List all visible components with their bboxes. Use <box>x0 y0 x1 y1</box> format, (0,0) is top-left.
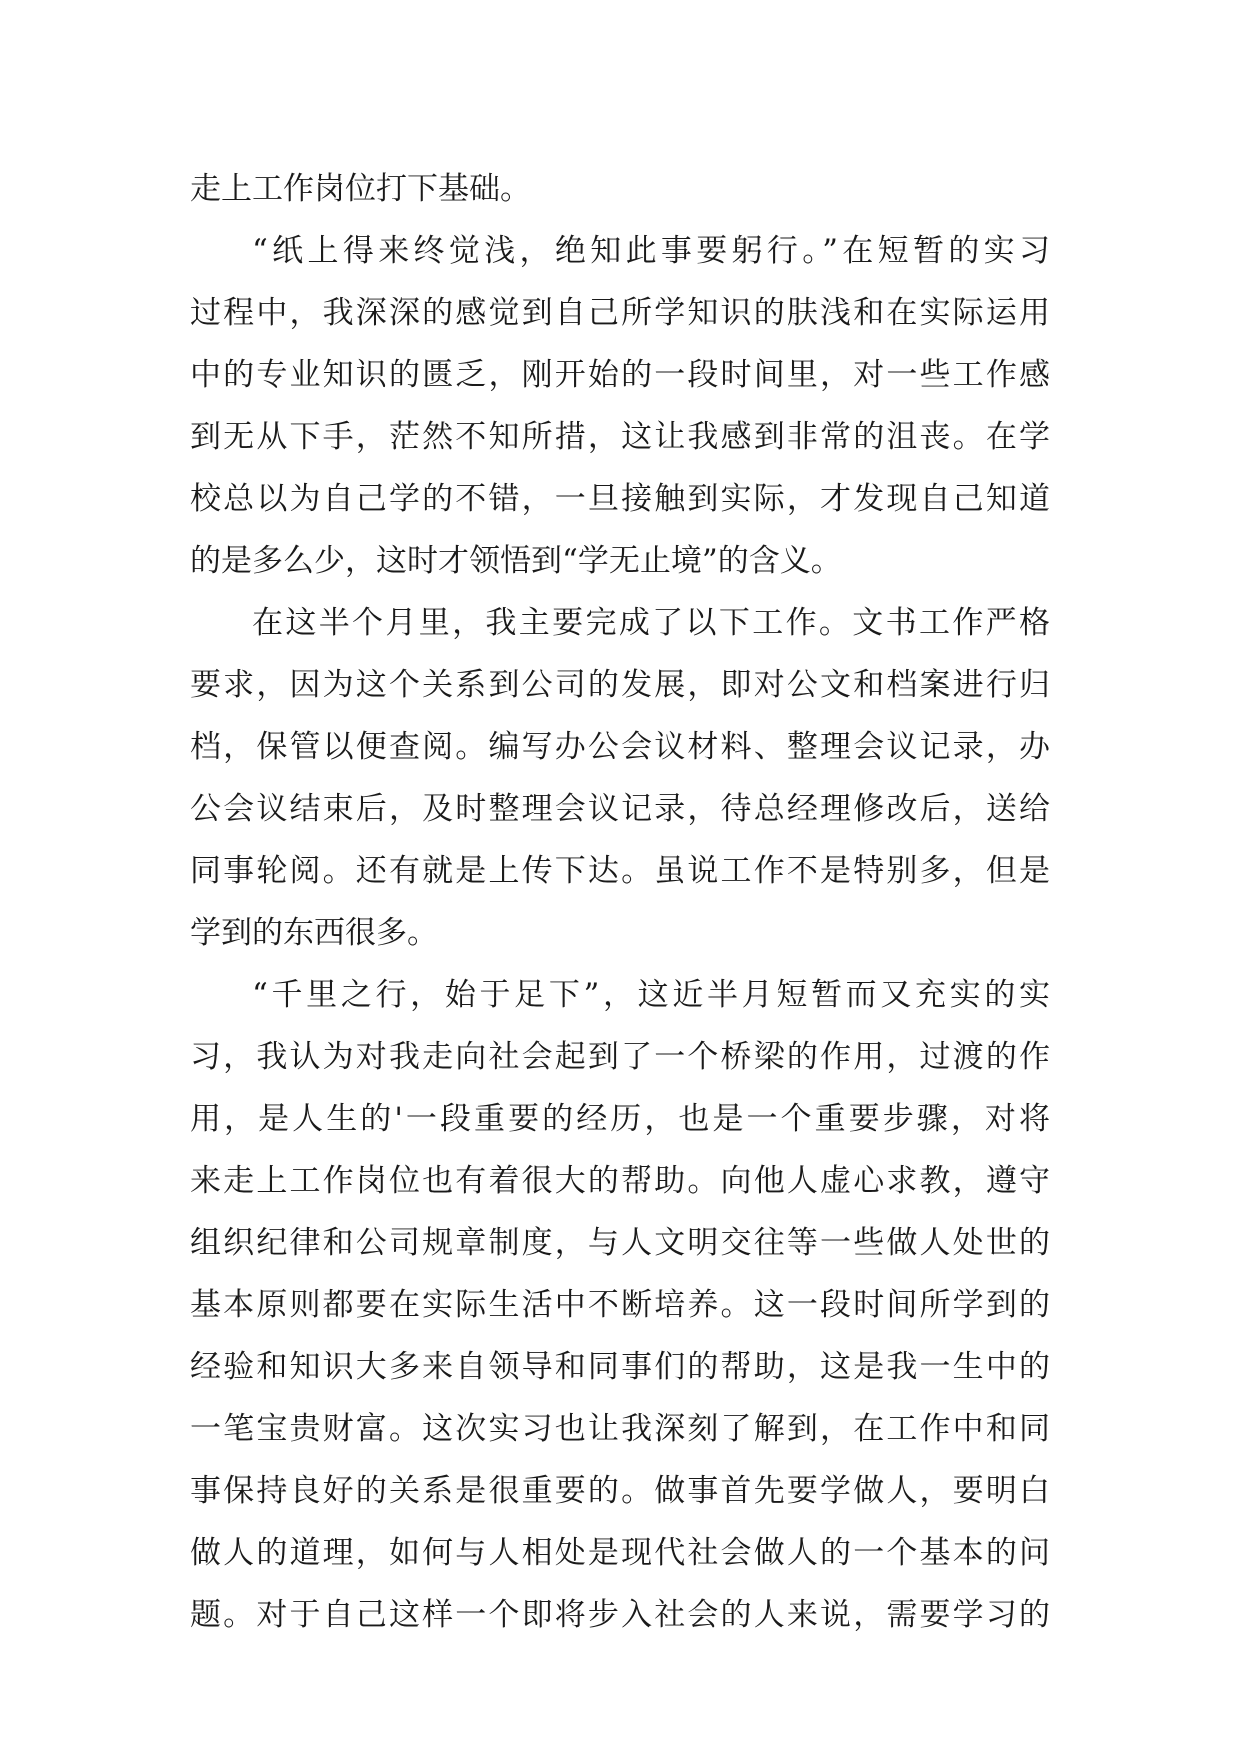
text-line: 公会议结束后，及时整理会议记录，待总经理修改后，送给 <box>190 791 1050 827</box>
text-line: 校总以为自己学的不错，一旦接触到实际，才发现自己知道 <box>190 481 1050 517</box>
text-line: 学到的东西很多。 <box>190 915 438 951</box>
text-line: 题。对于自己这样一个即将步入社会的人来说，需要学习的 <box>190 1597 1050 1633</box>
text-line: 的是多么少，这时才领悟到“学无止境”的含义。 <box>190 543 842 579</box>
text-line: 中的专业知识的匮乏，刚开始的一段时间里，对一些工作感 <box>190 357 1050 393</box>
text-line: 来走上工作岗位也有着很大的帮助。向他人虚心求教，遵守 <box>190 1163 1050 1199</box>
text-line: 要求，因为这个关系到公司的发展，即对公文和档案进行归 <box>190 667 1050 703</box>
text-line: 基本原则都要在实际生活中不断培养。这一段时间所学到的 <box>190 1287 1050 1323</box>
paragraph <box>190 964 1050 1646</box>
text-line: “纸上得来终觉浅，绝知此事要躬行。”在短暂的实习 <box>252 233 1050 269</box>
text-line: 走上工作岗位打下基础。 <box>190 171 531 207</box>
text-line: 一笔宝贵财富。这次实习也让我深刻了解到，在工作中和同 <box>190 1411 1050 1447</box>
text-line: 经验和知识大多来自领导和同事们的帮助，这是我一生中的 <box>190 1349 1050 1385</box>
text-line: 在这半个月里，我主要完成了以下工作。文书工作严格 <box>252 605 1050 641</box>
paragraph <box>190 592 1050 964</box>
text-line: “千里之行，始于足下”，这近半月短暂而又充实的实 <box>252 977 1050 1013</box>
text-line: 用，是人生的'一段重要的经历，也是一个重要步骤，对将 <box>190 1101 1050 1137</box>
document-body <box>190 158 1050 1646</box>
text-line: 做人的道理，如何与人相处是现代社会做人的一个基本的问 <box>190 1535 1050 1571</box>
text-line: 过程中，我深深的感觉到自己所学知识的肤浅和在实际运用 <box>190 295 1050 331</box>
paragraph <box>190 158 1050 220</box>
text-line: 档，保管以便查阅。编写办公会议材料、整理会议记录，办 <box>190 729 1050 765</box>
text-line: 习，我认为对我走向社会起到了一个桥梁的作用，过渡的作 <box>190 1039 1050 1075</box>
text-line: 事保持良好的关系是很重要的。做事首先要学做人，要明白 <box>190 1473 1050 1509</box>
text-line: 到无从下手，茫然不知所措，这让我感到非常的沮丧。在学 <box>190 419 1050 455</box>
text-line: 组织纪律和公司规章制度，与人文明交往等一些做人处世的 <box>190 1225 1050 1261</box>
text-line: 同事轮阅。还有就是上传下达。虽说工作不是特别多，但是 <box>190 853 1050 889</box>
paragraph <box>190 220 1050 592</box>
